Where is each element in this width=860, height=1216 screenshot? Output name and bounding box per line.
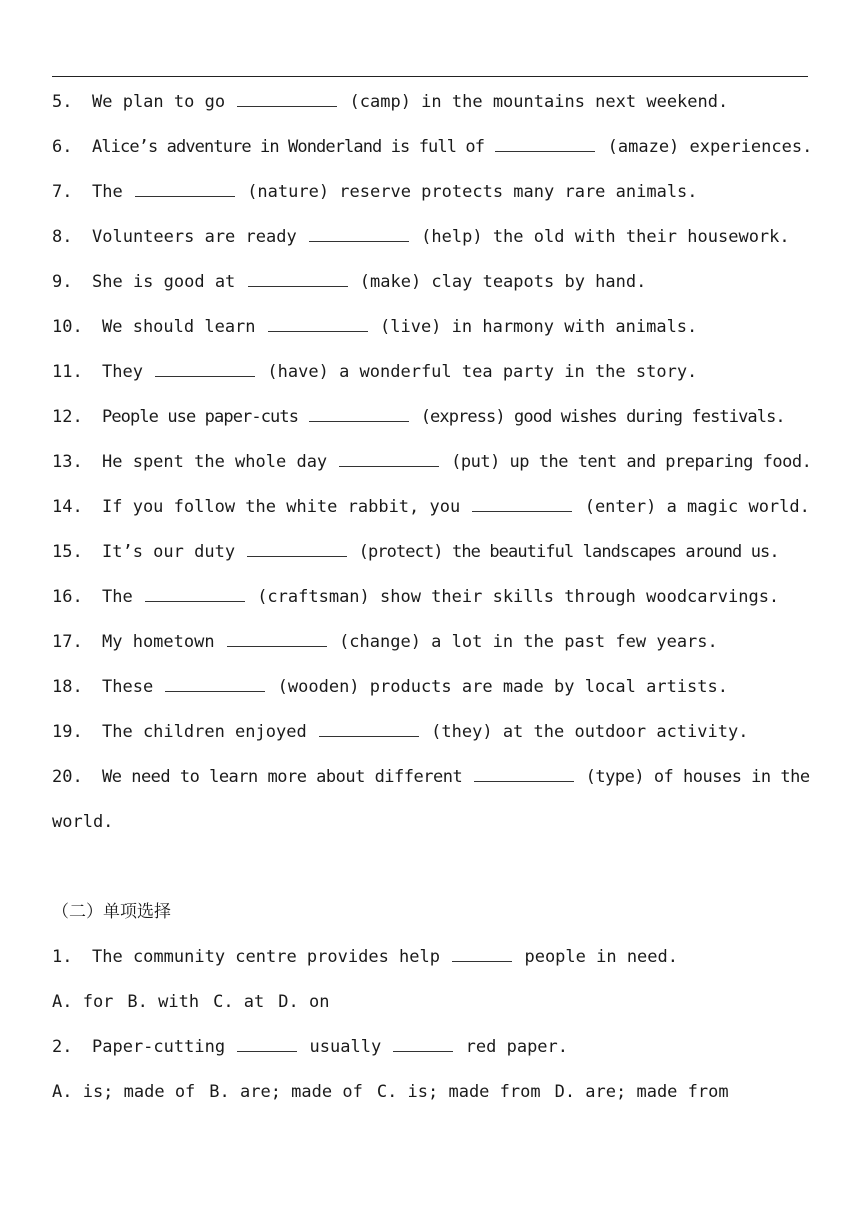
header-rule: [52, 76, 808, 77]
item-text: usually: [299, 1037, 392, 1057]
item-text: They: [102, 362, 154, 382]
item-text: My hometown: [102, 632, 225, 652]
section-title: （二）单项选择: [52, 902, 171, 922]
answer-blank[interactable]: [319, 720, 419, 737]
item-text: (protect) the beautiful landscapes around us.: [349, 542, 779, 562]
answer-blank[interactable]: [393, 1035, 453, 1052]
item-text: The children enjoyed: [102, 722, 317, 742]
answer-blank[interactable]: [165, 675, 265, 692]
item-text: If you follow the white rabbit, you: [102, 497, 471, 517]
answer-blank[interactable]: [237, 90, 337, 107]
item-text: She is good at: [92, 272, 246, 292]
item-number: 2.: [52, 1037, 73, 1057]
item-text: people in need.: [514, 947, 678, 967]
exercise-item: [52, 628, 812, 673]
item-number: 12.: [52, 407, 83, 427]
question-item: [52, 1033, 812, 1078]
exercise-item: [52, 268, 812, 313]
item-number: 18.: [52, 677, 83, 697]
item-number: 5.: [52, 92, 73, 112]
item-text: (nature) reserve protects many rare animals.: [236, 182, 698, 202]
option-b[interactable]: B. with: [127, 992, 200, 1012]
item-text: We should learn: [102, 317, 266, 337]
item-text: (type) of houses in the: [575, 767, 810, 787]
option-a[interactable]: A. for: [52, 992, 114, 1012]
item-text: It’s our duty: [102, 542, 246, 562]
item-number: 16.: [52, 587, 83, 607]
option-c[interactable]: C. is; made from: [376, 1082, 541, 1102]
item-number: 19.: [52, 722, 83, 742]
exercise-item: [52, 88, 812, 133]
exercise-item: [52, 223, 812, 268]
item-number: 10.: [52, 317, 83, 337]
item-number: 9.: [52, 272, 73, 292]
exercise-item: [52, 718, 812, 763]
item-text: (make) clay teapots by hand.: [349, 272, 647, 292]
item-number: 8.: [52, 227, 73, 247]
exercise-item: [52, 583, 812, 628]
answer-blank[interactable]: [452, 945, 512, 962]
answer-blank[interactable]: [339, 450, 439, 467]
item-text: (live) in harmony with animals.: [369, 317, 698, 337]
exercise-item: [52, 178, 812, 223]
item-number: 11.: [52, 362, 83, 382]
answer-blank[interactable]: [227, 630, 327, 647]
option-d[interactable]: D. on: [278, 992, 330, 1012]
item-text: Paper-cutting: [92, 1037, 236, 1057]
item-text: (enter) a magic world.: [574, 497, 810, 517]
answer-blank[interactable]: [155, 360, 255, 377]
item-text: We need to learn more about different: [102, 767, 472, 787]
answer-blank[interactable]: [237, 1035, 297, 1052]
answer-blank[interactable]: [474, 765, 574, 782]
item-number: 15.: [52, 542, 83, 562]
exercise-item: [52, 493, 812, 538]
answer-options: [52, 988, 812, 1033]
option-a[interactable]: A. is; made of: [52, 1082, 196, 1102]
item-number: 13.: [52, 452, 83, 472]
answer-blank[interactable]: [309, 225, 409, 242]
item-text: The community centre provides help: [92, 947, 451, 967]
exercise-item: [52, 763, 812, 808]
exercise-item: [52, 673, 812, 718]
item-text: (help) the old with their housework.: [410, 227, 790, 247]
answer-blank[interactable]: [248, 270, 348, 287]
item-text: The: [102, 587, 143, 607]
option-b[interactable]: B. are; made of: [209, 1082, 363, 1102]
exercise-item: [52, 133, 812, 178]
item-number: 20.: [52, 767, 83, 787]
item-number: 6.: [52, 137, 73, 157]
item-text: The: [92, 182, 133, 202]
item-number: 7.: [52, 182, 73, 202]
answer-blank[interactable]: [495, 135, 595, 152]
item-number: 14.: [52, 497, 83, 517]
multiple-choice-section: [52, 898, 812, 1123]
answer-blank[interactable]: [268, 315, 368, 332]
exercise-item-continuation: [52, 808, 812, 853]
item-number: 17.: [52, 632, 83, 652]
exercise-item: [52, 448, 812, 493]
answer-blank[interactable]: [309, 405, 409, 422]
item-text: (change) a lot in the past few years.: [328, 632, 718, 652]
item-text: red paper.: [455, 1037, 569, 1057]
item-text: Volunteers are ready: [92, 227, 307, 247]
item-text: (craftsman) show their skills through woodcarvings.: [246, 587, 780, 607]
item-text: These: [102, 677, 164, 697]
option-d[interactable]: D. are; made from: [554, 1082, 729, 1102]
exercise-item: [52, 358, 812, 403]
item-text: People use paper-cuts: [102, 407, 308, 427]
item-text: Alice’s adventure in Wonderland is full of: [92, 137, 494, 157]
item-text: (put) up the tent and preparing food.: [441, 452, 812, 472]
answer-blank[interactable]: [247, 540, 347, 557]
exercise-item: [52, 403, 812, 448]
item-text: (they) at the outdoor activity.: [420, 722, 749, 742]
item-text: (have) a wonderful tea party in the story.: [257, 362, 698, 382]
item-number: 1.: [52, 947, 73, 967]
fill-in-list: [52, 88, 812, 853]
exercise-item: [52, 313, 812, 358]
item-text: (camp) in the mountains next weekend.: [339, 92, 729, 112]
item-text: world.: [52, 812, 114, 832]
answer-options: [52, 1078, 812, 1123]
exercise-item: [52, 538, 812, 583]
answer-blank[interactable]: [472, 495, 572, 512]
question-item: [52, 943, 812, 988]
option-c[interactable]: C. at: [213, 992, 265, 1012]
item-text: (wooden) products are made by local artists.: [267, 677, 728, 697]
answer-blank[interactable]: [145, 585, 245, 602]
item-text: (express) good wishes during festivals.: [411, 407, 785, 427]
item-text: He spent the whole day: [102, 452, 338, 472]
answer-blank[interactable]: [135, 180, 235, 197]
item-text: (amaze) experiences.: [597, 137, 813, 157]
item-text: We plan to go: [92, 92, 236, 112]
